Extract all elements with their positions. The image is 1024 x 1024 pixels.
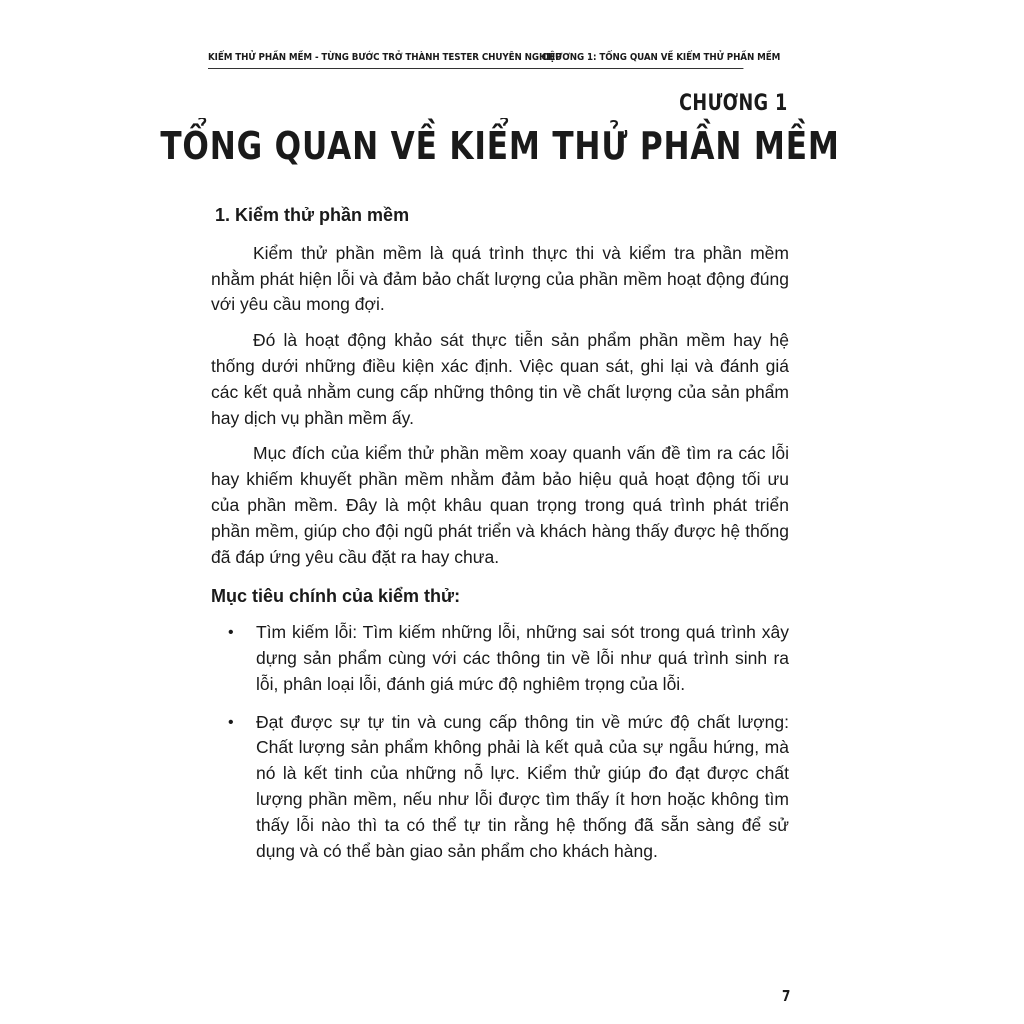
list-item-text: Tìm kiếm lỗi: Tìm kiếm những lỗi, những sai sót trong quá trình xây dựng sản phẩm cùng với các thông tin về lỗi như quá trình sinh ra lỗi, phân loại lỗi, đánh giá mức độ nghiêm trọng của lỗi.	[256, 622, 789, 694]
section-heading: 1. Kiểm thử phần mềm	[215, 205, 410, 225]
bullet-icon: •	[228, 713, 234, 731]
page-number: 7	[782, 987, 791, 1005]
paragraph: Đó là hoạt động khảo sát thực tiễn sản phẩm phần mềm hay hệ thống dưới những điều kiện xác định. Việc quan sát, ghi lại và đánh giá các kết quả nhằm cung cấp những thông tin về chất lượng của sản phẩm hay dịch vụ phần mềm ấy.	[211, 330, 789, 428]
page-content	[211, 203, 789, 876]
paragraph: Mục đích của kiểm thử phần mềm xoay quanh vấn đề tìm ra các lỗi hay khiếm khuyết phần mềm nhằm đảm bảo hiệu quả hoạt động tối ưu của phần mềm. Đây là một khâu quan trọng trong quá trình phát triển phần mềm, giúp cho đội ngũ phát triển và khách hàng thấy được hệ thống đã đáp ứng yêu cầu đặt ra hay chưa.	[211, 443, 789, 567]
list-item	[211, 620, 789, 697]
goals-heading: Mục tiêu chính của kiểm thử:	[211, 586, 461, 607]
running-header	[208, 50, 781, 69]
bullet-icon: •	[228, 624, 234, 642]
chapter-title: TỔNG QUAN VỀ KIỂM THỬ PHẦN MỀM	[160, 124, 840, 168]
paragraph: Kiểm thử phần mềm là quá trình thực thi và kiểm tra phần mềm nhằm phát hiện lỗi và đảm bảo chất lượng của phần mềm hoạt động đúng với yêu cầu mong đợi.	[211, 242, 789, 315]
header-chapter-title: CHƯƠNG 1: TỔNG QUAN VỀ KIỂM THỬ PHẦN MỀM	[541, 52, 781, 63]
header-book-title: KIỂM THỬ PHẦN MỀM - TỪNG BƯỚC TRỞ THÀNH TESTER CHUYÊN NGHIỆP	[208, 52, 562, 63]
list-item-text: Đạt được sự tự tin và cung cấp thông tin về mức độ chất lượng: Chất lượng sản phẩm không phải là kết quả của sự ngẫu hứng, mà nó là kết tinh của những nỗ lực. Kiểm thử giúp đo đạt được chất lượng phần mềm, nếu như lỗi được tìm thấy ít hơn hoặc không tìm thấy lỗi nào thì ta có thể tự tin rằng hệ thống đã sẵn sàng để sử dụng và có thể bàn giao sản phẩm cho khách hàng.	[256, 711, 789, 861]
list-item	[211, 710, 789, 865]
chapter-label: CHƯƠNG 1	[679, 91, 788, 116]
goals-list	[211, 620, 789, 864]
